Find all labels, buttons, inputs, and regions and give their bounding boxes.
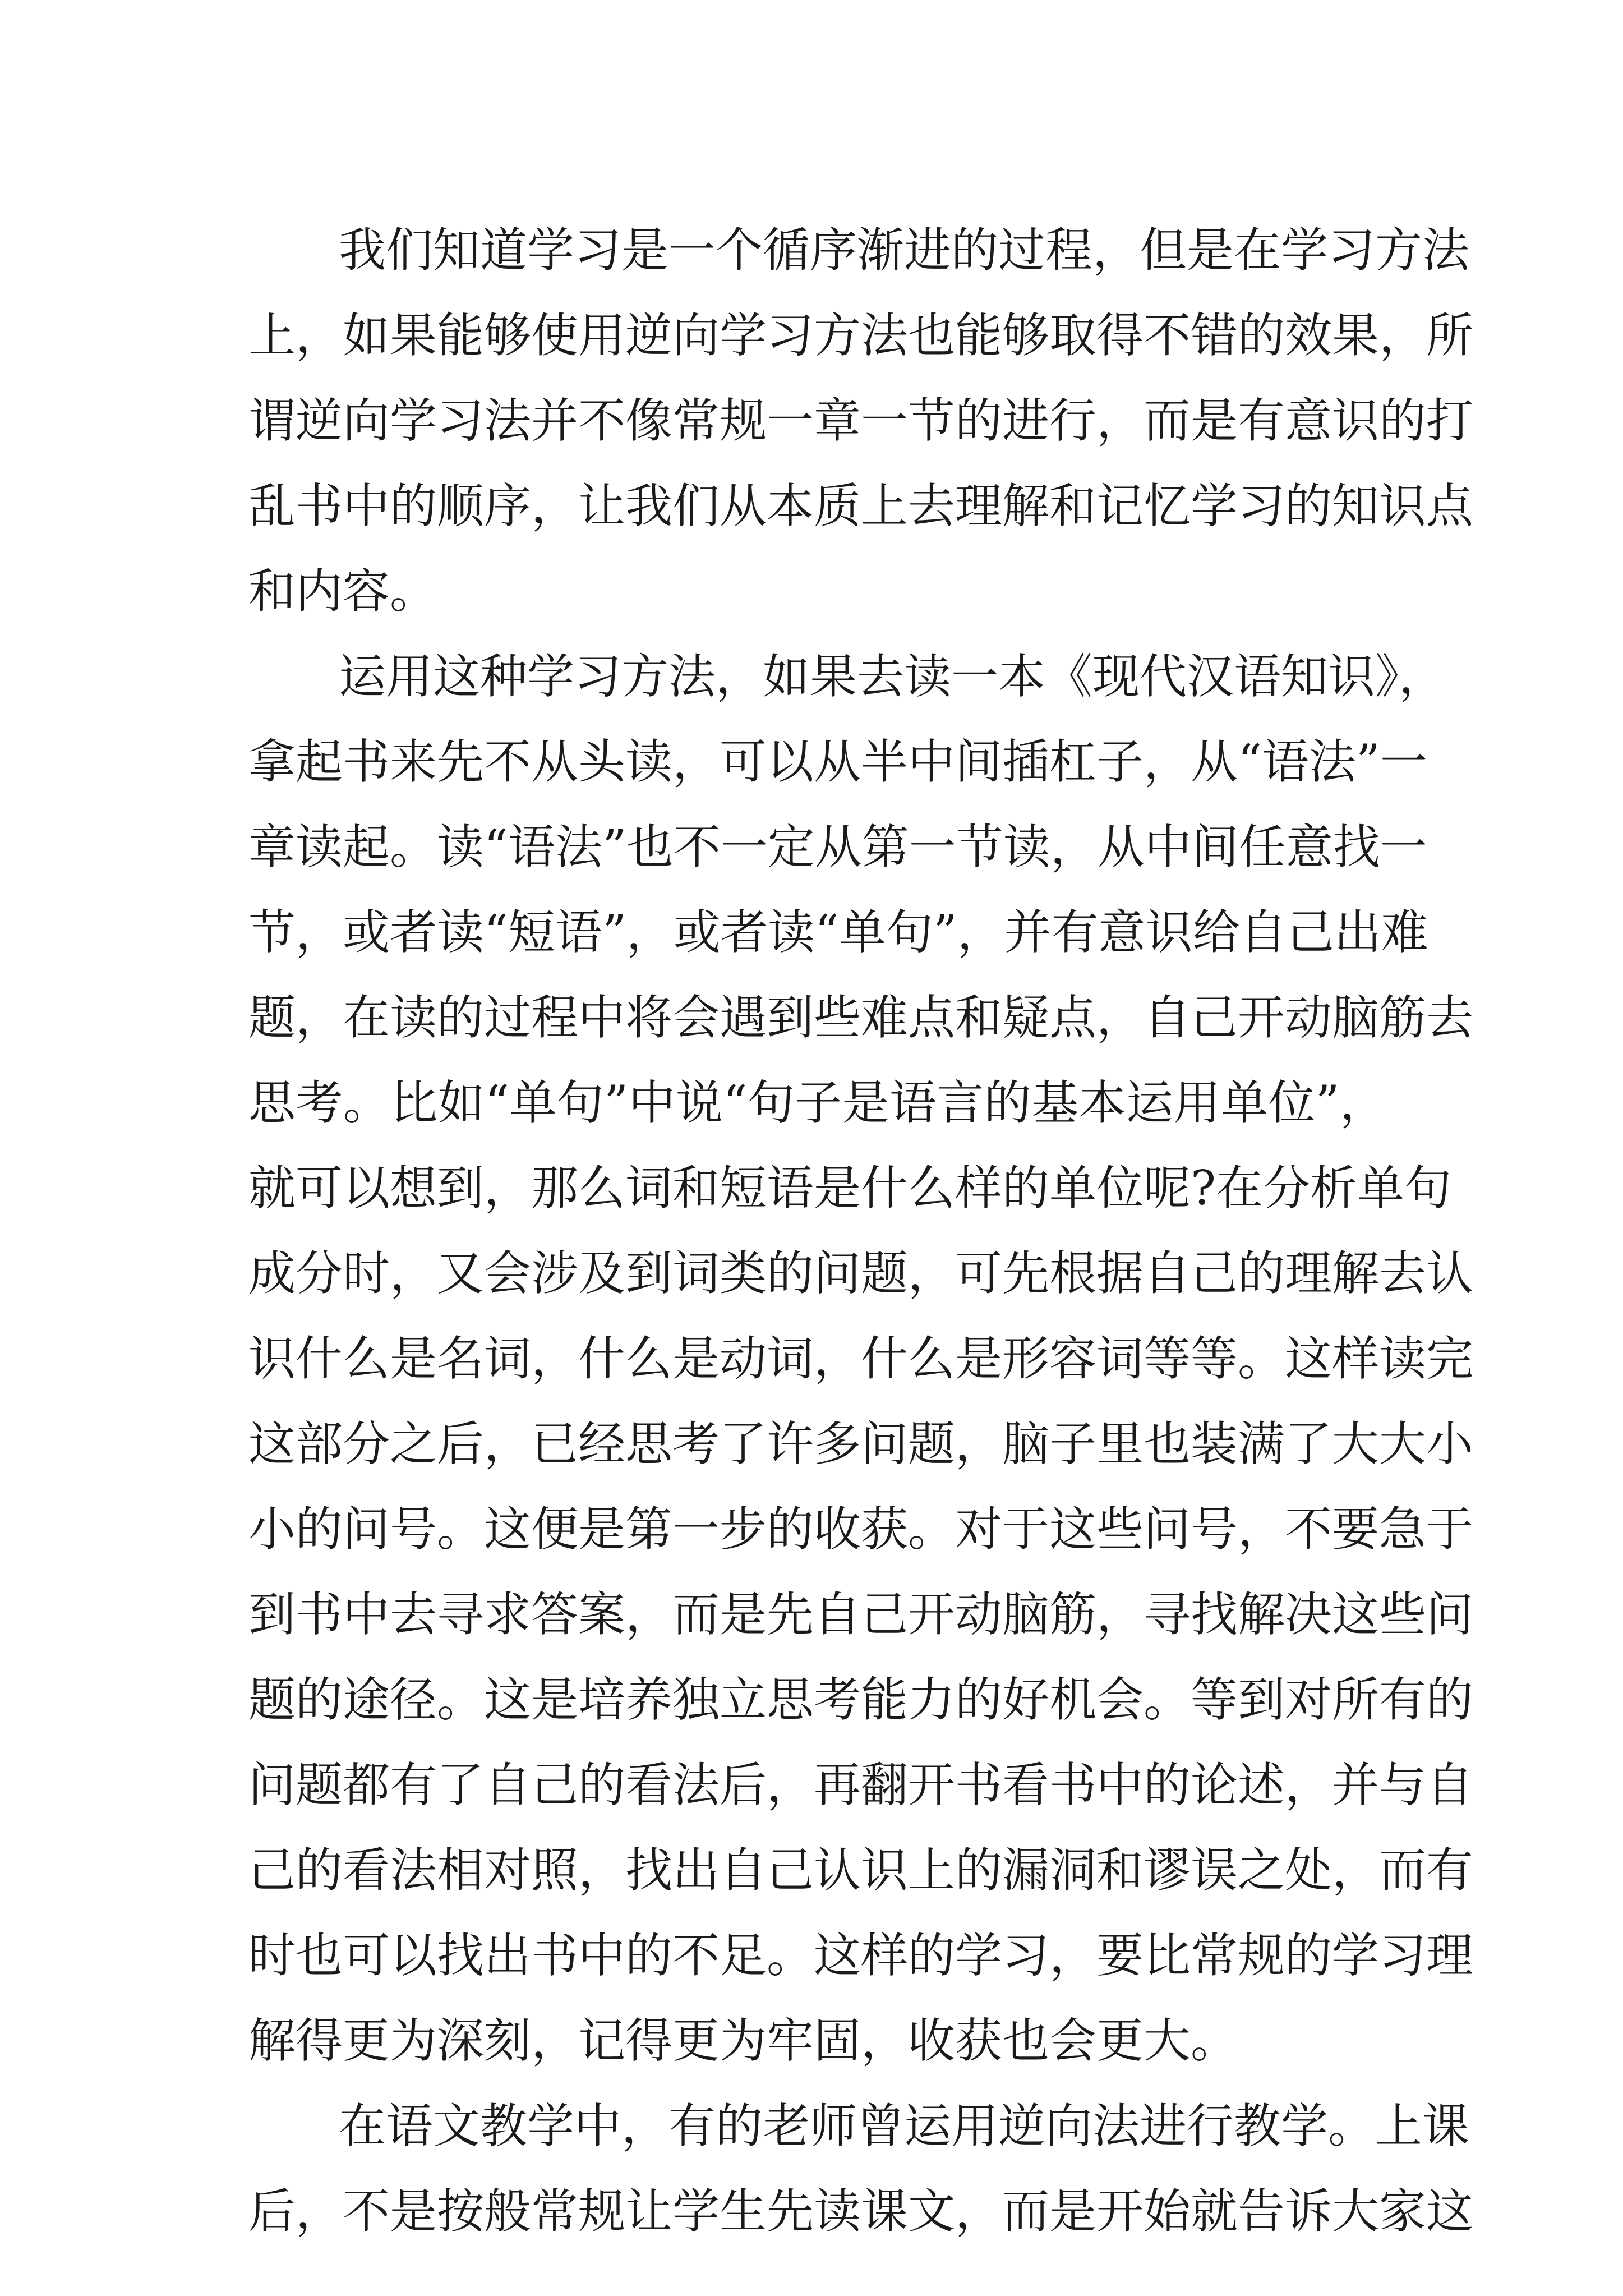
text-line: 后，不是按般常规让学生先读课文，而是开始就告诉大家这 (248, 2184, 1474, 2239)
text-line: 解得更为深刻，记得更为牢固，收获也会更大。 (248, 2013, 1238, 2068)
paragraph-1 (248, 208, 1474, 634)
text-line: 这部分之后，已经思考了许多问题，脑子里也装满了大大小 (248, 1416, 1474, 1471)
text-line: 谓逆向学习法并不像常规一章一节的进行，而是有意识的打 (248, 393, 1474, 448)
text-line: 小的问号。这便是第一步的收获。对于这些问号，不要急于 (248, 1502, 1474, 1557)
text-line: 运用这种学习方法，如果去读一本《现代汉语知识》， (339, 649, 1446, 704)
text-line: 拿起书来先不从头读，可以从半中间插杠子，从“语法”一 (248, 734, 1427, 789)
text-line: 就可以想到，那么词和短语是什么样的单位呢?在分析单句 (248, 1161, 1452, 1216)
text-line: 成分时，又会涉及到词类的问题，可先根据自己的理解去认 (248, 1246, 1474, 1301)
text-line: 到书中去寻求答案，而是先自己开动脑筋，寻找解决这些问 (248, 1587, 1474, 1642)
paragraph-3 (248, 2083, 1474, 2254)
text-line: 己的看法相对照，找出自己认识上的漏洞和谬误之处，而有 (248, 1843, 1474, 1898)
text-line: 题的途径。这是培养独立思考能力的好机会。等到对所有的 (248, 1672, 1474, 1727)
text-line: 节，或者读“短语”，或者读“单句”，并有意识给自己出难 (248, 905, 1428, 960)
paragraph-2 (248, 634, 1474, 2083)
text-line: 问题都有了自己的看法后，再翻开书看书中的论述，并与自 (248, 1757, 1474, 1812)
text-line: 我们知道学习是一个循序渐进的过程，但是在学习方法 (339, 223, 1470, 278)
text-line: 乱书中的顺序，让我们从本质上去理解和记忆学习的知识点 (248, 478, 1474, 533)
document-body (248, 208, 1474, 2254)
text-line: 章读起。读“语法”也不一定从第一节读，从中间任意找一 (248, 820, 1427, 875)
text-line: 和内容。 (248, 564, 437, 619)
text-line: 上，如果能够使用逆向学习方法也能够取得不错的效果，所 (248, 308, 1474, 363)
text-line: 在语文教学中，有的老师曾运用逆向法进行教学。上课 (339, 2099, 1470, 2154)
text-line: 思考。比如“单句”中说“句子是语言的基本运用单位”， (248, 1075, 1387, 1130)
text-line: 识什么是名词，什么是动词，什么是形容词等等。这样读完 (248, 1331, 1474, 1386)
text-line: 时也可以找出书中的不足。这样的学习，要比常规的学习理 (248, 1928, 1474, 1983)
text-line: 题，在读的过程中将会遇到些难点和疑点，自己开动脑筋去 (248, 990, 1474, 1045)
